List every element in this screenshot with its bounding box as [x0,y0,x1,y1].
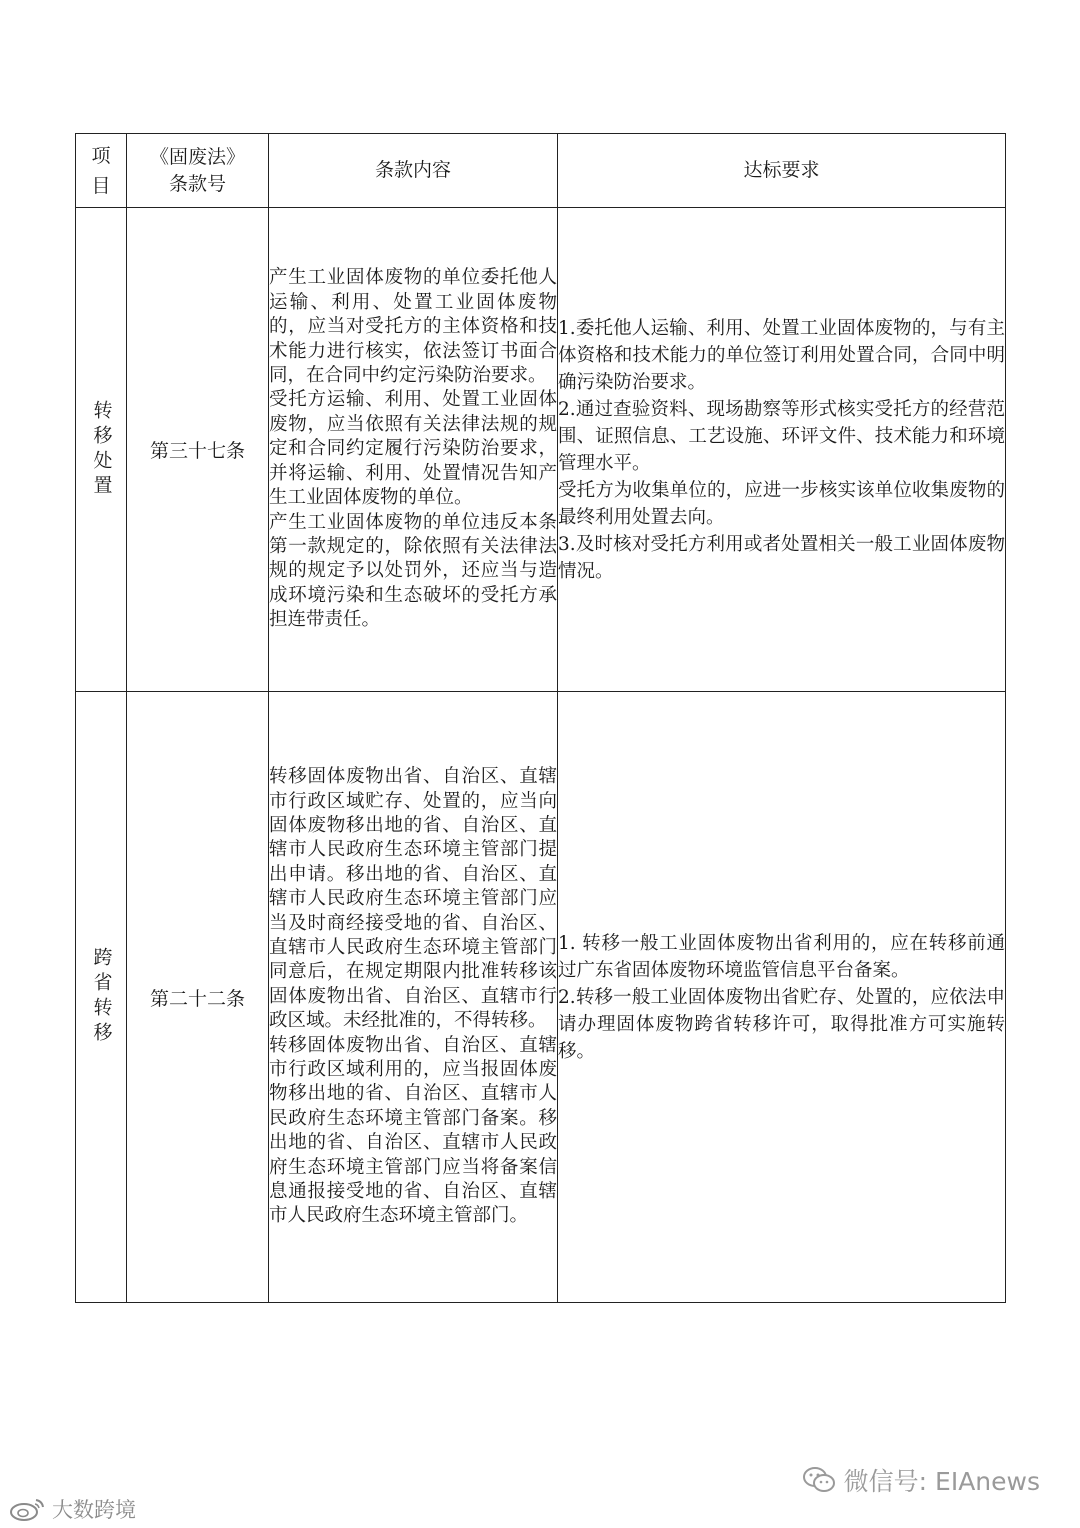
header-law-article: 《固废法》 条款号 [127,134,269,208]
table-header-row [76,134,1006,208]
table-row [76,692,1006,1303]
compliance-requirement: 1.委托他人运输、利用、处置工业固体废物的，与有主体资格和技术能力的单位签订利用处置合同，合同中明确污染防治要求。 2.通过查验资料、现场勘察等形式核实受托方的经营范围、证照信息、工艺设施、环评文件、技术能力和环境管理水平。 受托方为收集单位的，应进一步核实该单位收集废物的最终利用处置去向。 3.及时核对受托方利用或者处置相关一般工业固体废物情况。 [558,208,1006,692]
wechat-icon [802,1465,836,1495]
row-item-cell: 跨省转移 [76,692,127,1303]
wechat-watermark: 微信号: EIAnews [802,1462,1040,1498]
table-row [76,208,1006,692]
regulation-table [75,133,1006,1303]
clause-content: 转移固体废物出省、自治区、直辖市行政区域贮存、处置的，应当向固体废物移出地的省、自治区、直辖市人民政府生态环境主管部门提出申请。移出地的省、自治区、直辖市人民政府生态环境主管部门应当及时商经接受地的省、自治区、直辖市人民政府生态环境主管部门同意后，在规定期限内批准转移该固体废物出省、自治区、直辖市行政区域。未经批准的，不得转移。 转移固体废物出省、自治区、直辖市行政区域利用的，应当报固体废物移出地的省、自治区、直辖市人民政府生态环境主管部门备案。移出地的省、自治区、直辖市人民政府生态环境主管部门应当将备案信息通报接受地的省、自治区、直辖市人民政府生态环境主管部门。 [269,692,558,1303]
compliance-requirement: 1. 转移一般工业固体废物出省利用的，应在转移前通过广东省固体废物环境监管信息平台备案。 2.转移一般工业固体废物出省贮存、处置的，应依法申请办理固体废物跨省转移许可，取得批准方可实施转移。 [558,692,1006,1303]
article-number: 第三十七条 [127,208,269,692]
weibo-watermark: 大数跨境 [8,1494,136,1524]
header-requirement: 达标要求 [558,134,1006,208]
weibo-icon [8,1496,48,1522]
clause-content: 产生工业固体废物的单位委托他人运输、利用、处置工业固体废物的，应当对受托方的主体资格和技术能力进行核实，依法签订书面合同，在合同中约定污染防治要求。 受托方运输、利用、处置工业固体废物，应当依照有关法律法规的规定和合同约定履行污染防治要求，并将运输、利用、处置情况告知产生工业固体废物的单位。 产生工业固体废物的单位违反本条第一款规定的，除依照有关法律法规的规定予以处罚外，还应当与造成环境污染和生态破坏的受托方承担连带责任。 [269,208,558,692]
header-content: 条款内容 [269,134,558,208]
article-number: 第二十二条 [127,692,269,1303]
header-item: 项 目 [76,134,127,208]
row-item-cell: 转移处置 [76,208,127,692]
